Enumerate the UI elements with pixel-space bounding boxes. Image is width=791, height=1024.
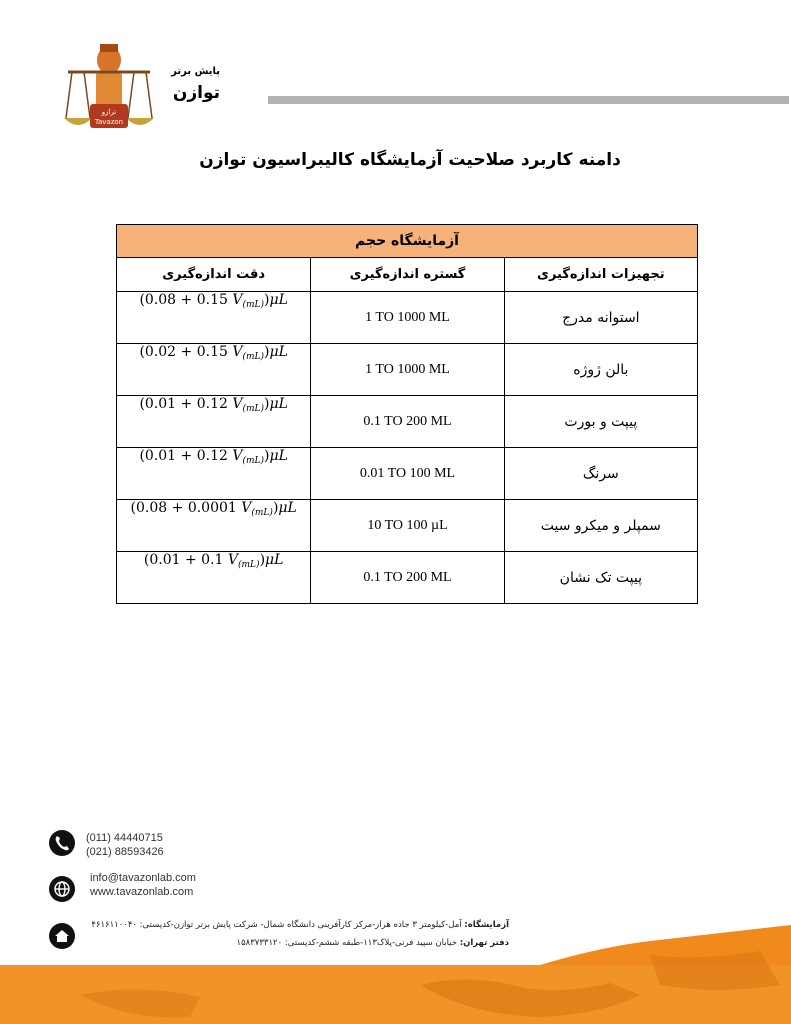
range-cell: 0.1 TO 200 ML (311, 396, 504, 448)
range-cell: 1 TO 1000 ML (311, 292, 504, 344)
email-link[interactable]: info@tavazonlab.com (90, 872, 196, 884)
document-title: دامنه کاربرد صلاحیت آزمایشگاه کالیبراسیون توازن (199, 150, 621, 170)
equipment-cell: سمپلر و میکرو سیت (504, 500, 697, 552)
accuracy-variable: V (232, 292, 243, 308)
phone-2: (021) 88593426 (86, 846, 164, 858)
brand-block (160, 66, 220, 103)
accuracy-constant: 0.02 (144, 344, 177, 360)
accuracy-cell: (0.08 + 0.0001 $V_{(mL)})\mu L$ (117, 500, 311, 552)
accuracy-variable: V (241, 500, 252, 516)
accuracy-subscript: (mL) (242, 404, 265, 414)
phone-1: (011) 44440715 (86, 832, 163, 844)
accuracy-coefficient: 0.15 (196, 344, 228, 360)
header-accuracy: دقت اندازه‌گیری (117, 258, 311, 292)
range-cell: 0.1 TO 200 ML (311, 552, 504, 604)
accuracy-subscript: (mL) (238, 560, 260, 570)
accuracy-unit: μL (278, 500, 297, 516)
accuracy-constant: 0.01 (149, 552, 181, 568)
accuracy-subscript: (mL) (242, 300, 265, 310)
accuracy-variable: V (232, 396, 243, 412)
accuracy-coefficient: 0.15 (196, 292, 228, 308)
accuracy-unit: μL (269, 344, 288, 360)
accuracy-coefficient: 0.0001 (187, 500, 237, 516)
tavazon-logo (62, 40, 157, 132)
lab-address-label: آزمایشگاه: (464, 920, 509, 930)
accuracy-cell: (0.01 + 0.12 $V_{(mL)})\mu L$ (117, 396, 311, 448)
accuracy-cell: (0.02 + 0.15 $V_{(mL)})\mu L$ (117, 344, 311, 396)
phone-icon (49, 830, 75, 856)
calibration-scope-table (116, 224, 698, 604)
globe-icon (49, 876, 75, 902)
accuracy-subscript: (mL) (242, 352, 265, 362)
lab-address: آمل-کیلومتر ۳ جاده هراز-مرکز کارآفرینی دانشگاه شمال- شرکت پایش برتر توازن-کدپستی: ۴۶۱۶۱۱۰۰۴۰ (91, 920, 462, 930)
accuracy-variable: V (232, 344, 243, 360)
phone-numbers (86, 831, 164, 859)
footer-band (0, 925, 791, 1024)
header-equipment: تجهیزات اندازه‌گیری (504, 258, 697, 292)
accuracy-variable: V (232, 448, 243, 464)
accuracy-coefficient: 0.12 (196, 396, 228, 412)
table-row (117, 396, 698, 448)
range-cell: 0.01 TO 100 ML (311, 448, 504, 500)
table-row (117, 292, 698, 344)
equipment-cell: استوانه مدرج (504, 292, 697, 344)
accuracy-unit: μL (265, 552, 284, 568)
accuracy-unit: μL (269, 396, 288, 412)
range-cell: 1 TO 1000 ML (311, 344, 504, 396)
accuracy-cell: (0.01 + 0.12 $V_{(mL)})\mu L$ (117, 448, 311, 500)
accuracy-constant: 0.08 (136, 500, 168, 516)
logo-text-fa: ترازو (101, 108, 117, 116)
header-range: گستره اندازه‌گیری (311, 258, 504, 292)
table-row (117, 448, 698, 500)
office-address: خیابان سپید فرنی-پلاک۱۱۳-طبقه ششم-کدپستی: ۱۵۸۳۷۳۳۱۲۰ (236, 938, 457, 948)
accuracy-unit: μL (269, 448, 288, 464)
accuracy-coefficient: 0.12 (196, 448, 228, 464)
accuracy-coefficient: 0.1 (201, 552, 224, 568)
lab-title: آزمایشگاه حجم (117, 225, 698, 258)
table-row (117, 552, 698, 604)
equipment-cell: سرنگ (504, 448, 697, 500)
accuracy-constant: 0.08 (144, 292, 177, 308)
accuracy-constant: 0.01 (144, 396, 177, 412)
accuracy-unit: μL (269, 292, 288, 308)
web-contacts (90, 871, 196, 899)
accuracy-cell: (0.08 + 0.15 $V_{(mL)})\mu L$ (117, 292, 311, 344)
brand-subtitle: پایش برتر (171, 66, 220, 77)
accuracy-subscript: (mL) (251, 508, 273, 518)
equipment-cell: بالن ژوژه (504, 344, 697, 396)
table-row (117, 500, 698, 552)
table-row (117, 344, 698, 396)
accuracy-constant: 0.01 (144, 448, 177, 464)
website-link[interactable]: www.tavazonlab.com (90, 886, 194, 898)
accuracy-subscript: (mL) (242, 456, 265, 466)
range-cell: 10 TO 100 µL (311, 500, 504, 552)
brand-name: توازن (172, 83, 220, 103)
header-rule (268, 96, 789, 104)
equipment-cell: پیپت و بورت (504, 396, 697, 448)
accuracy-cell: (0.01 + 0.1 $V_{(mL)})\mu L$ (117, 552, 311, 604)
logo-text-en: Tavazon (94, 118, 124, 126)
office-address-label: دفتر تهران: (459, 938, 509, 948)
equipment-cell: پیپت تک نشان (504, 552, 697, 604)
accuracy-variable: V (227, 552, 239, 568)
